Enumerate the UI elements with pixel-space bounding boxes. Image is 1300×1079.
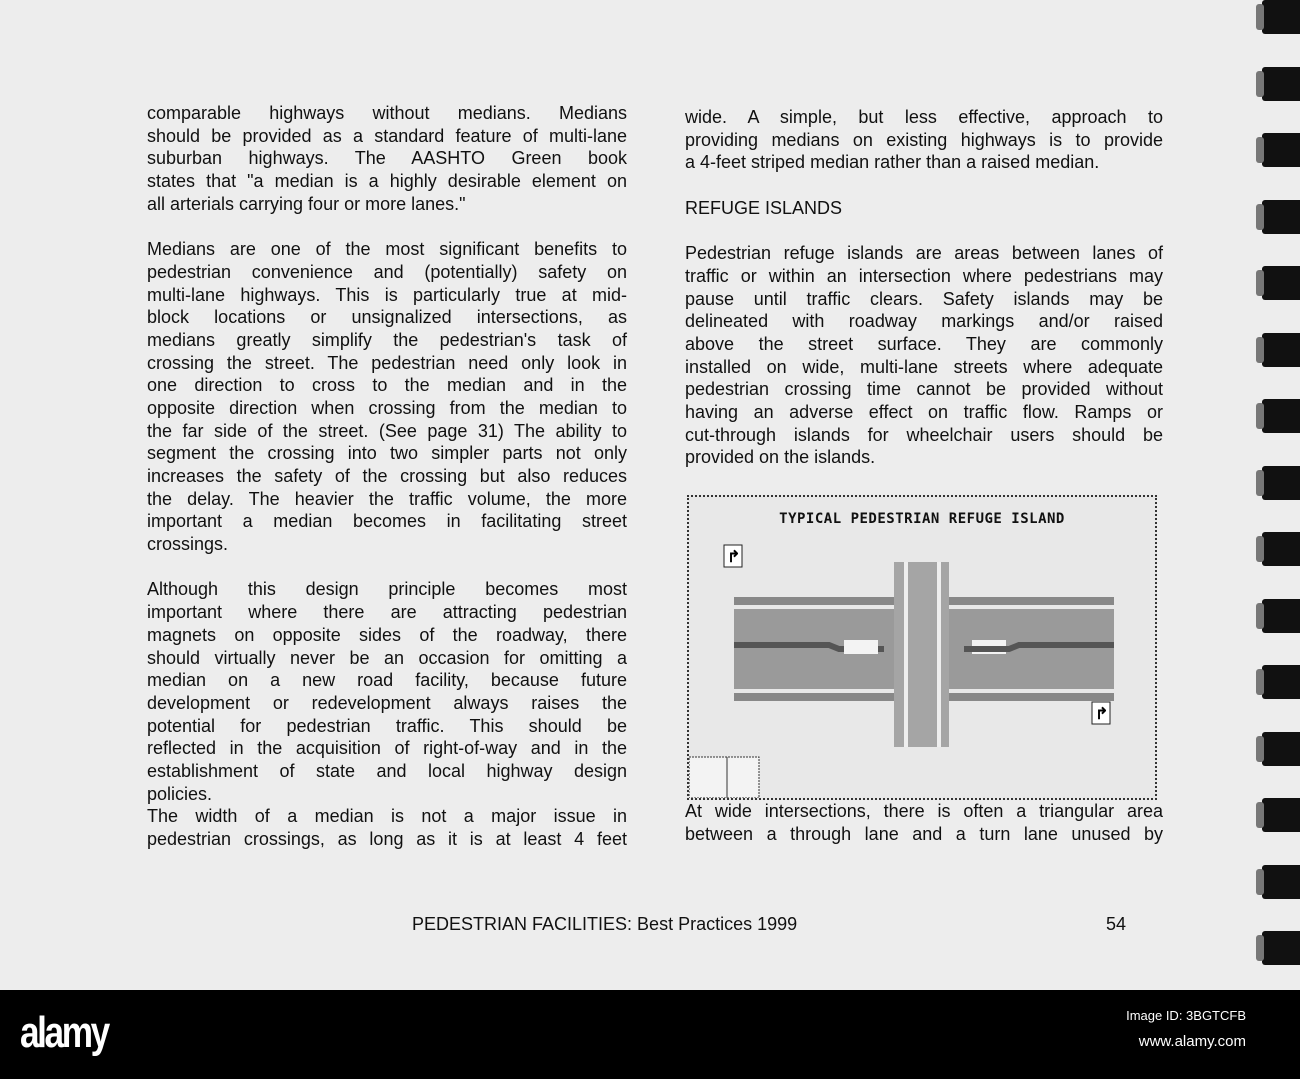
text-line: wide. A simple, but less effective, approach to bbox=[685, 107, 1163, 127]
text-line: having an adverse effect on traffic flow. Ramps or bbox=[685, 401, 1163, 422]
text-line: pause until traffic clears. Safety islands may be bbox=[685, 288, 1163, 309]
paragraph bbox=[147, 578, 627, 805]
text-line: all arterials carrying four or more lanes." bbox=[147, 193, 466, 214]
text-line: segment the crossing into two simpler parts not only bbox=[147, 443, 627, 464]
binder-ring bbox=[1262, 200, 1300, 234]
section-heading: REFUGE ISLANDS bbox=[685, 197, 843, 218]
text-line: opposite direction when crossing from the median to bbox=[147, 397, 627, 418]
text-line: Pedestrian refuge islands are areas between lanes of bbox=[685, 243, 1163, 264]
footer-title: PEDESTRIAN FACILITIES: Best Practices 1999 bbox=[412, 914, 798, 934]
svg-text:↱: ↱ bbox=[1095, 706, 1109, 723]
text-line: states that "a median is a highly desirable element on bbox=[147, 171, 627, 192]
refuge-islands-paragraph bbox=[685, 242, 1163, 469]
text-line: development or redevelopment always raises the bbox=[147, 692, 627, 713]
binder-ring bbox=[1262, 665, 1300, 699]
text-line: pedestrian crossings, as long as it is at least 4 feet bbox=[147, 829, 627, 849]
text-line: above the street surface. They are commonly bbox=[685, 333, 1163, 354]
text-line: important where there are attracting pedestrian bbox=[147, 602, 627, 623]
text-line: crossings. bbox=[147, 534, 229, 555]
paragraph bbox=[147, 238, 627, 556]
intro-paragraph bbox=[685, 106, 1163, 174]
text-line: important a median becomes in facilitating street bbox=[147, 511, 627, 532]
binder-ring bbox=[1262, 466, 1300, 500]
text-line: between a through lane and a turn lane unused by bbox=[685, 823, 1163, 844]
left-column bbox=[147, 102, 627, 851]
text-line: should be provided as a standard feature of multi-lane bbox=[147, 125, 627, 146]
binder-ring bbox=[1262, 0, 1300, 34]
text-line: pedestrian crossing time cannot be provided without bbox=[685, 379, 1163, 400]
text-line: Although this design principle becomes most bbox=[147, 579, 627, 600]
alamy-logo: alamy bbox=[20, 1008, 108, 1057]
text-line: At wide intersections, there is often a triangular area bbox=[685, 801, 1163, 821]
text-line: crossing the street. The pedestrian need only look in bbox=[147, 352, 627, 373]
text-line: medians greatly simplify the pedestrian's task of bbox=[147, 329, 627, 350]
paragraph bbox=[147, 102, 627, 215]
text-line: establishment of state and local highway design bbox=[147, 760, 627, 781]
text-line: potential for pedestrian traffic. This should be bbox=[147, 715, 627, 736]
text-line: providing medians on existing highways is to provide bbox=[685, 129, 1163, 150]
binder-ring bbox=[1262, 333, 1300, 367]
text-line: the far side of the street. (See page 31) The ability to bbox=[147, 420, 627, 441]
text-line: delineated with roadway markings and/or raised bbox=[685, 311, 1163, 332]
watermark-url: www.alamy.com bbox=[1138, 1033, 1246, 1050]
text-line: should virtually never be an occasion for omitting a bbox=[147, 647, 627, 668]
binder-ring bbox=[1262, 532, 1300, 566]
binder-ring bbox=[1262, 732, 1300, 766]
continuation-paragraph bbox=[685, 800, 1163, 845]
text-line: median on a new road facility, because future bbox=[147, 670, 627, 691]
binder-ring bbox=[1262, 599, 1300, 633]
text-line: multi-lane highways. This is particularly true at mid- bbox=[147, 284, 627, 305]
binder-ring bbox=[1262, 67, 1300, 101]
binder-ring bbox=[1262, 399, 1300, 433]
watermark-band bbox=[0, 990, 1300, 1079]
text-line: reflected in the acquisition of right-of-way and in the bbox=[147, 738, 627, 759]
text-line: policies. bbox=[147, 783, 213, 804]
text-line: increases the safety of the crossing but also reduces bbox=[147, 466, 627, 486]
binder-ring bbox=[1262, 931, 1300, 965]
text-line: one direction to cross to the median and in the bbox=[147, 375, 627, 396]
page-number: 54 bbox=[1106, 914, 1127, 934]
text-line: cut-through islands for wheelchair users should be bbox=[685, 424, 1163, 445]
legend-table bbox=[689, 757, 759, 798]
refuge-island-left bbox=[844, 640, 878, 654]
binder-ring bbox=[1262, 798, 1300, 832]
image-id: Image ID: 3BGTCFB bbox=[1126, 1008, 1246, 1023]
paragraph bbox=[147, 805, 627, 850]
refuge-island-figure bbox=[687, 495, 1157, 800]
text-line: provided on the islands. bbox=[685, 447, 876, 468]
text-line: block locations or unsignalized intersections, as bbox=[147, 307, 627, 328]
text-line: traffic or within an intersection where pedestrians may bbox=[685, 265, 1163, 286]
binder-ring bbox=[1262, 133, 1300, 167]
text-line: comparable highways without medians. Medians bbox=[147, 103, 627, 123]
text-line: installed on wide, multi-lane streets where adequate bbox=[685, 356, 1163, 377]
svg-text:↱: ↱ bbox=[727, 549, 741, 566]
text-line: The width of a median is not a major issue in bbox=[147, 806, 627, 827]
text-line: suburban highways. The AASHTO Green book bbox=[147, 148, 627, 169]
text-line: a 4-feet striped median rather than a raised median. bbox=[685, 152, 1100, 173]
binder-ring bbox=[1262, 865, 1300, 899]
text-line: Medians are one of the most significant benefits to bbox=[147, 239, 627, 260]
text-line: magnets on opposite sides of the roadway, there bbox=[147, 624, 627, 645]
figure-title: TYPICAL PEDESTRIAN REFUGE ISLAND bbox=[779, 511, 1065, 527]
intersection-diagram bbox=[689, 497, 1155, 798]
binder-ring bbox=[1262, 266, 1300, 300]
text-line: the delay. The heavier the traffic volume, the more bbox=[147, 488, 627, 509]
right-column bbox=[685, 106, 1163, 469]
text-line: pedestrian convenience and (potentially) safety on bbox=[147, 261, 627, 282]
